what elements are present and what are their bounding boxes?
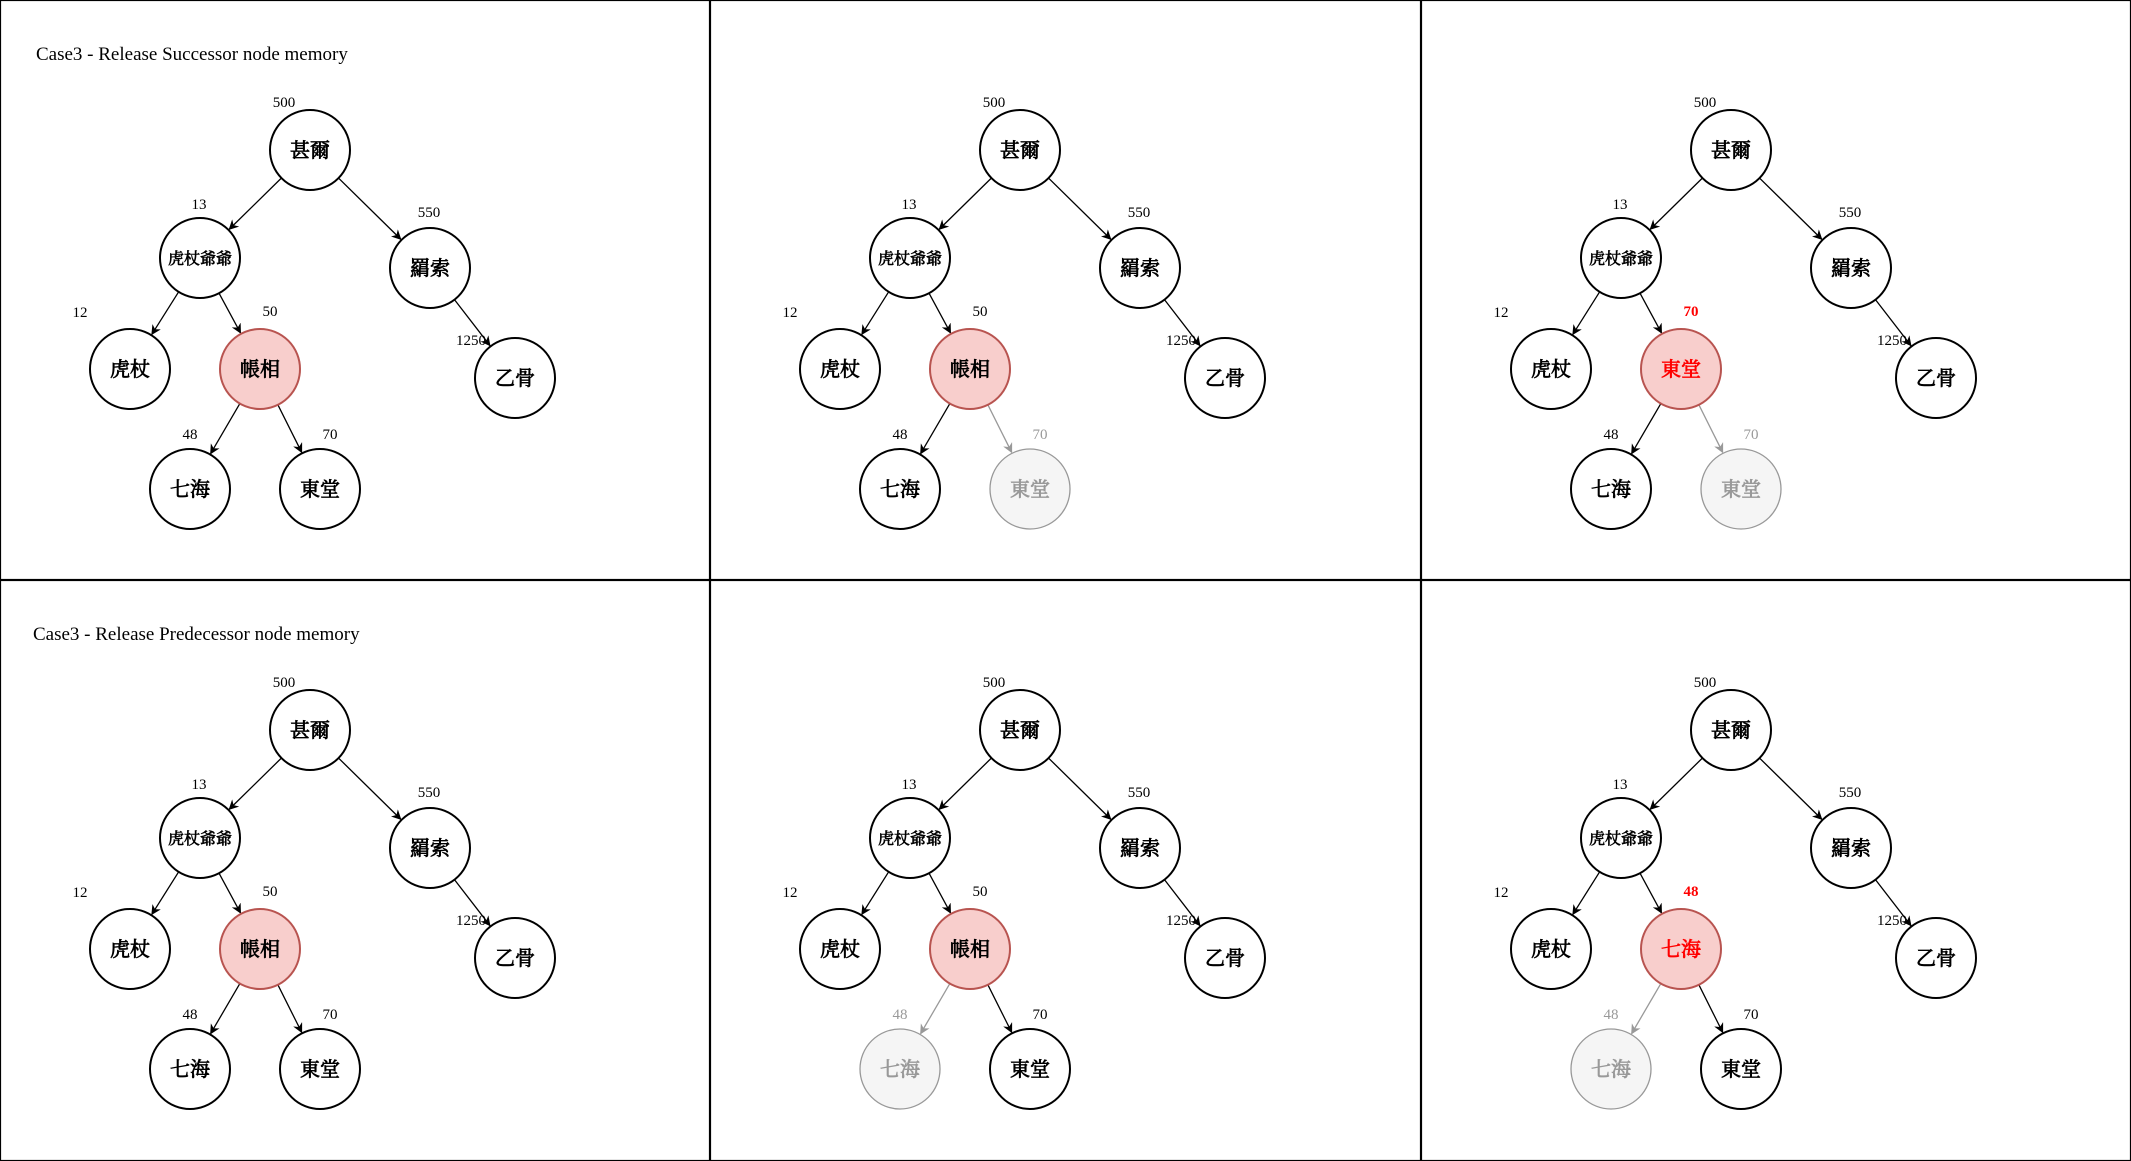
node-label: 甚爾	[1711, 138, 1751, 163]
node-label: 七海	[170, 1057, 210, 1082]
node-label: 虎杖	[110, 937, 150, 962]
node-key: 550	[1127, 785, 1151, 801]
tree-node-ll	[73, 885, 171, 989]
node-key: 500	[1693, 675, 1717, 691]
edge-left-to-ll	[862, 872, 889, 914]
tree-node-lrl	[150, 427, 230, 529]
node-key: 550	[1127, 205, 1151, 221]
node-label: 羂索	[1831, 256, 1871, 281]
node-key: 48	[1603, 1007, 1619, 1023]
node-key: 500	[982, 675, 1006, 691]
node-key: 50	[972, 884, 988, 900]
node-key: 70	[1683, 304, 1699, 320]
edge-root-to-right	[339, 758, 401, 819]
tree-node-lrr	[1701, 1007, 1781, 1109]
edge-root-to-left	[939, 758, 991, 809]
node-label: 帳相	[240, 357, 280, 382]
edge-left-to-lr	[219, 293, 240, 333]
tree-step-r1-s3	[1494, 95, 1977, 529]
node-label: 甚爾	[1000, 718, 1040, 743]
row-2-title: Case3 - Release Predecessor node memory	[33, 624, 360, 645]
edge-lr-to-lrl	[1632, 984, 1661, 1034]
node-key: 500	[982, 95, 1006, 111]
edge-root-to-left	[1650, 758, 1702, 809]
edge-left-to-ll	[152, 292, 179, 334]
node-label: 甚爾	[1711, 718, 1751, 743]
node-key: 48	[892, 427, 908, 443]
tree-node-lr	[220, 304, 300, 409]
edge-lr-to-lrr	[278, 985, 302, 1033]
node-label: 東堂	[1661, 357, 1701, 382]
node-key: 550	[417, 205, 441, 221]
edge-lr-to-lrl	[921, 404, 950, 454]
tree-node-rr	[456, 333, 555, 418]
node-label: 甚爾	[1000, 138, 1040, 163]
node-label: 虎杖爺爺	[877, 828, 943, 848]
tree-node-left	[870, 777, 950, 878]
node-label: 羂索	[1831, 836, 1871, 861]
node-key: 1250	[1877, 913, 1907, 929]
edge-lr-to-lrr	[988, 405, 1012, 453]
tree-node-left	[1581, 197, 1661, 298]
node-key: 500	[272, 675, 296, 691]
node-key: 12	[72, 885, 88, 901]
tree-node-ll	[1494, 305, 1592, 409]
tree-node-right	[390, 205, 470, 308]
tree-node-left	[1581, 777, 1661, 878]
tree-step-r1-s1	[73, 95, 556, 529]
node-label: 虎杖	[1531, 937, 1571, 962]
node-label: 乙骨	[1916, 366, 1956, 391]
node-label: 七海	[170, 477, 210, 502]
tree-node-lr	[930, 304, 1010, 409]
node-label: 東堂	[300, 477, 340, 502]
tree-node-rr	[456, 913, 555, 998]
node-key: 50	[972, 304, 988, 320]
edge-root-to-left	[229, 178, 281, 229]
node-label: 帳相	[240, 937, 280, 962]
tree-node-lr	[220, 884, 300, 989]
node-label: 甚爾	[290, 138, 330, 163]
node-label: 甚爾	[290, 718, 330, 743]
node-key: 550	[1838, 785, 1862, 801]
node-label: 虎杖	[820, 937, 860, 962]
node-label: 東堂	[300, 1057, 340, 1082]
tree-node-ll	[1494, 885, 1592, 989]
node-label: 羂索	[1120, 256, 1160, 281]
tree-node-ll	[783, 305, 881, 409]
tree-node-left	[160, 197, 240, 298]
node-label: 乙骨	[495, 946, 535, 971]
node-label: 帳相	[950, 937, 990, 962]
node-label: 帳相	[950, 357, 990, 382]
tree-node-root	[270, 95, 350, 190]
node-label: 乙骨	[1205, 366, 1245, 391]
node-key: 12	[782, 885, 798, 901]
node-label: 乙骨	[1916, 946, 1956, 971]
node-key: 70	[1743, 427, 1759, 443]
edge-lr-to-lrl	[921, 984, 950, 1034]
node-key: 48	[182, 1007, 198, 1023]
node-label: 七海	[1591, 1057, 1631, 1082]
node-label: 虎杖爺爺	[167, 828, 233, 848]
node-key: 12	[782, 305, 798, 321]
edge-left-to-lr	[929, 873, 950, 913]
node-label: 東堂	[1721, 477, 1761, 502]
tree-node-lrl	[860, 1007, 940, 1109]
tree-step-r2-s3	[1494, 675, 1977, 1109]
tree-step-r2-s1	[73, 675, 556, 1109]
node-key: 70	[1032, 427, 1048, 443]
tree-node-lrl	[150, 1007, 230, 1109]
node-label: 虎杖爺爺	[167, 248, 233, 268]
edge-left-to-ll	[152, 872, 179, 914]
node-label: 虎杖	[110, 357, 150, 382]
node-label: 羂索	[410, 256, 450, 281]
edge-lr-to-lrr	[988, 985, 1012, 1033]
tree-node-lrr	[990, 1007, 1070, 1109]
node-key: 13	[901, 777, 917, 793]
node-label: 東堂	[1010, 477, 1050, 502]
tree-node-right	[1811, 785, 1891, 888]
edge-left-to-ll	[1573, 292, 1600, 334]
tree-node-lrl	[1571, 427, 1651, 529]
edge-lr-to-lrr	[1699, 985, 1723, 1033]
node-key: 70	[322, 427, 338, 443]
edge-root-to-left	[229, 758, 281, 809]
node-label: 虎杖爺爺	[877, 248, 943, 268]
node-key: 70	[1743, 1007, 1759, 1023]
node-key: 13	[1612, 197, 1628, 213]
edge-lr-to-lrl	[211, 984, 240, 1034]
node-key: 500	[272, 95, 296, 111]
node-key: 70	[1032, 1007, 1048, 1023]
node-key: 1250	[1877, 333, 1907, 349]
tree-node-right	[390, 785, 470, 888]
tree-node-root	[270, 675, 350, 770]
node-key: 50	[262, 884, 278, 900]
tree-node-lr	[930, 884, 1010, 989]
tree-node-rr	[1166, 913, 1265, 998]
edge-root-to-right	[1760, 758, 1822, 819]
node-label: 七海	[1661, 937, 1701, 962]
edge-left-to-ll	[862, 292, 889, 334]
edge-root-to-left	[939, 178, 991, 229]
tree-node-lrr	[1701, 427, 1781, 529]
node-key: 13	[1612, 777, 1628, 793]
node-label: 虎杖爺爺	[1588, 248, 1654, 268]
node-label: 虎杖	[1531, 357, 1571, 382]
edge-left-to-lr	[1640, 293, 1661, 333]
row-1-title: Case3 - Release Successor node memory	[36, 44, 348, 65]
node-key: 13	[191, 777, 207, 793]
edge-root-to-right	[339, 178, 401, 239]
node-label: 東堂	[1721, 1057, 1761, 1082]
node-key: 1250	[1166, 913, 1196, 929]
tree-node-right	[1100, 785, 1180, 888]
node-key: 1250	[456, 913, 486, 929]
node-label: 七海	[880, 1057, 920, 1082]
tree-node-lr	[1641, 304, 1721, 409]
node-key: 48	[1603, 427, 1619, 443]
node-key: 550	[417, 785, 441, 801]
edge-lr-to-lrl	[1632, 404, 1661, 454]
edge-left-to-lr	[219, 873, 240, 913]
node-label: 七海	[880, 477, 920, 502]
tree-node-ll	[73, 305, 171, 409]
node-key: 48	[892, 1007, 908, 1023]
tree-node-root	[980, 95, 1060, 190]
tree-node-rr	[1877, 333, 1976, 418]
edge-root-to-right	[1049, 758, 1111, 819]
node-label: 羂索	[1120, 836, 1160, 861]
tree-node-root	[1691, 675, 1771, 770]
tree-node-lrr	[990, 427, 1070, 529]
tree-step-r1-s2	[783, 95, 1266, 529]
tree-node-rr	[1166, 333, 1265, 418]
edge-left-to-lr	[929, 293, 950, 333]
node-label: 乙骨	[1205, 946, 1245, 971]
node-label: 虎杖爺爺	[1588, 828, 1654, 848]
node-label: 東堂	[1010, 1057, 1050, 1082]
edge-root-to-right	[1760, 178, 1822, 239]
tree-node-rr	[1877, 913, 1976, 998]
node-key: 1250	[456, 333, 486, 349]
node-key: 13	[191, 197, 207, 213]
node-key: 48	[182, 427, 198, 443]
edge-left-to-lr	[1640, 873, 1661, 913]
tree-node-left	[160, 777, 240, 878]
node-key: 550	[1838, 205, 1862, 221]
tree-node-lr	[1641, 884, 1721, 989]
tree-node-right	[1811, 205, 1891, 308]
node-key: 48	[1683, 884, 1699, 900]
edge-root-to-left	[1650, 178, 1702, 229]
tree-node-root	[1691, 95, 1771, 190]
edge-lr-to-lrr	[1699, 405, 1723, 453]
edge-lr-to-lrr	[278, 405, 302, 453]
node-label: 羂索	[410, 836, 450, 861]
edge-lr-to-lrl	[211, 404, 240, 454]
tree-node-lrr	[280, 1007, 360, 1109]
edge-root-to-right	[1049, 178, 1111, 239]
node-key: 50	[262, 304, 278, 320]
tree-node-lrl	[1571, 1007, 1651, 1109]
tree-step-r2-s2	[783, 675, 1266, 1109]
node-label: 虎杖	[820, 357, 860, 382]
node-label: 七海	[1591, 477, 1631, 502]
node-key: 12	[1493, 305, 1509, 321]
node-label: 乙骨	[495, 366, 535, 391]
tree-node-lrr	[280, 427, 360, 529]
tree-node-lrl	[860, 427, 940, 529]
node-key: 12	[72, 305, 88, 321]
tree-node-ll	[783, 885, 881, 989]
tree-node-root	[980, 675, 1060, 770]
tree-node-right	[1100, 205, 1180, 308]
node-key: 1250	[1166, 333, 1196, 349]
node-key: 500	[1693, 95, 1717, 111]
node-key: 12	[1493, 885, 1509, 901]
node-key: 13	[901, 197, 917, 213]
edge-left-to-ll	[1573, 872, 1600, 914]
tree-node-left	[870, 197, 950, 298]
node-key: 70	[322, 1007, 338, 1023]
